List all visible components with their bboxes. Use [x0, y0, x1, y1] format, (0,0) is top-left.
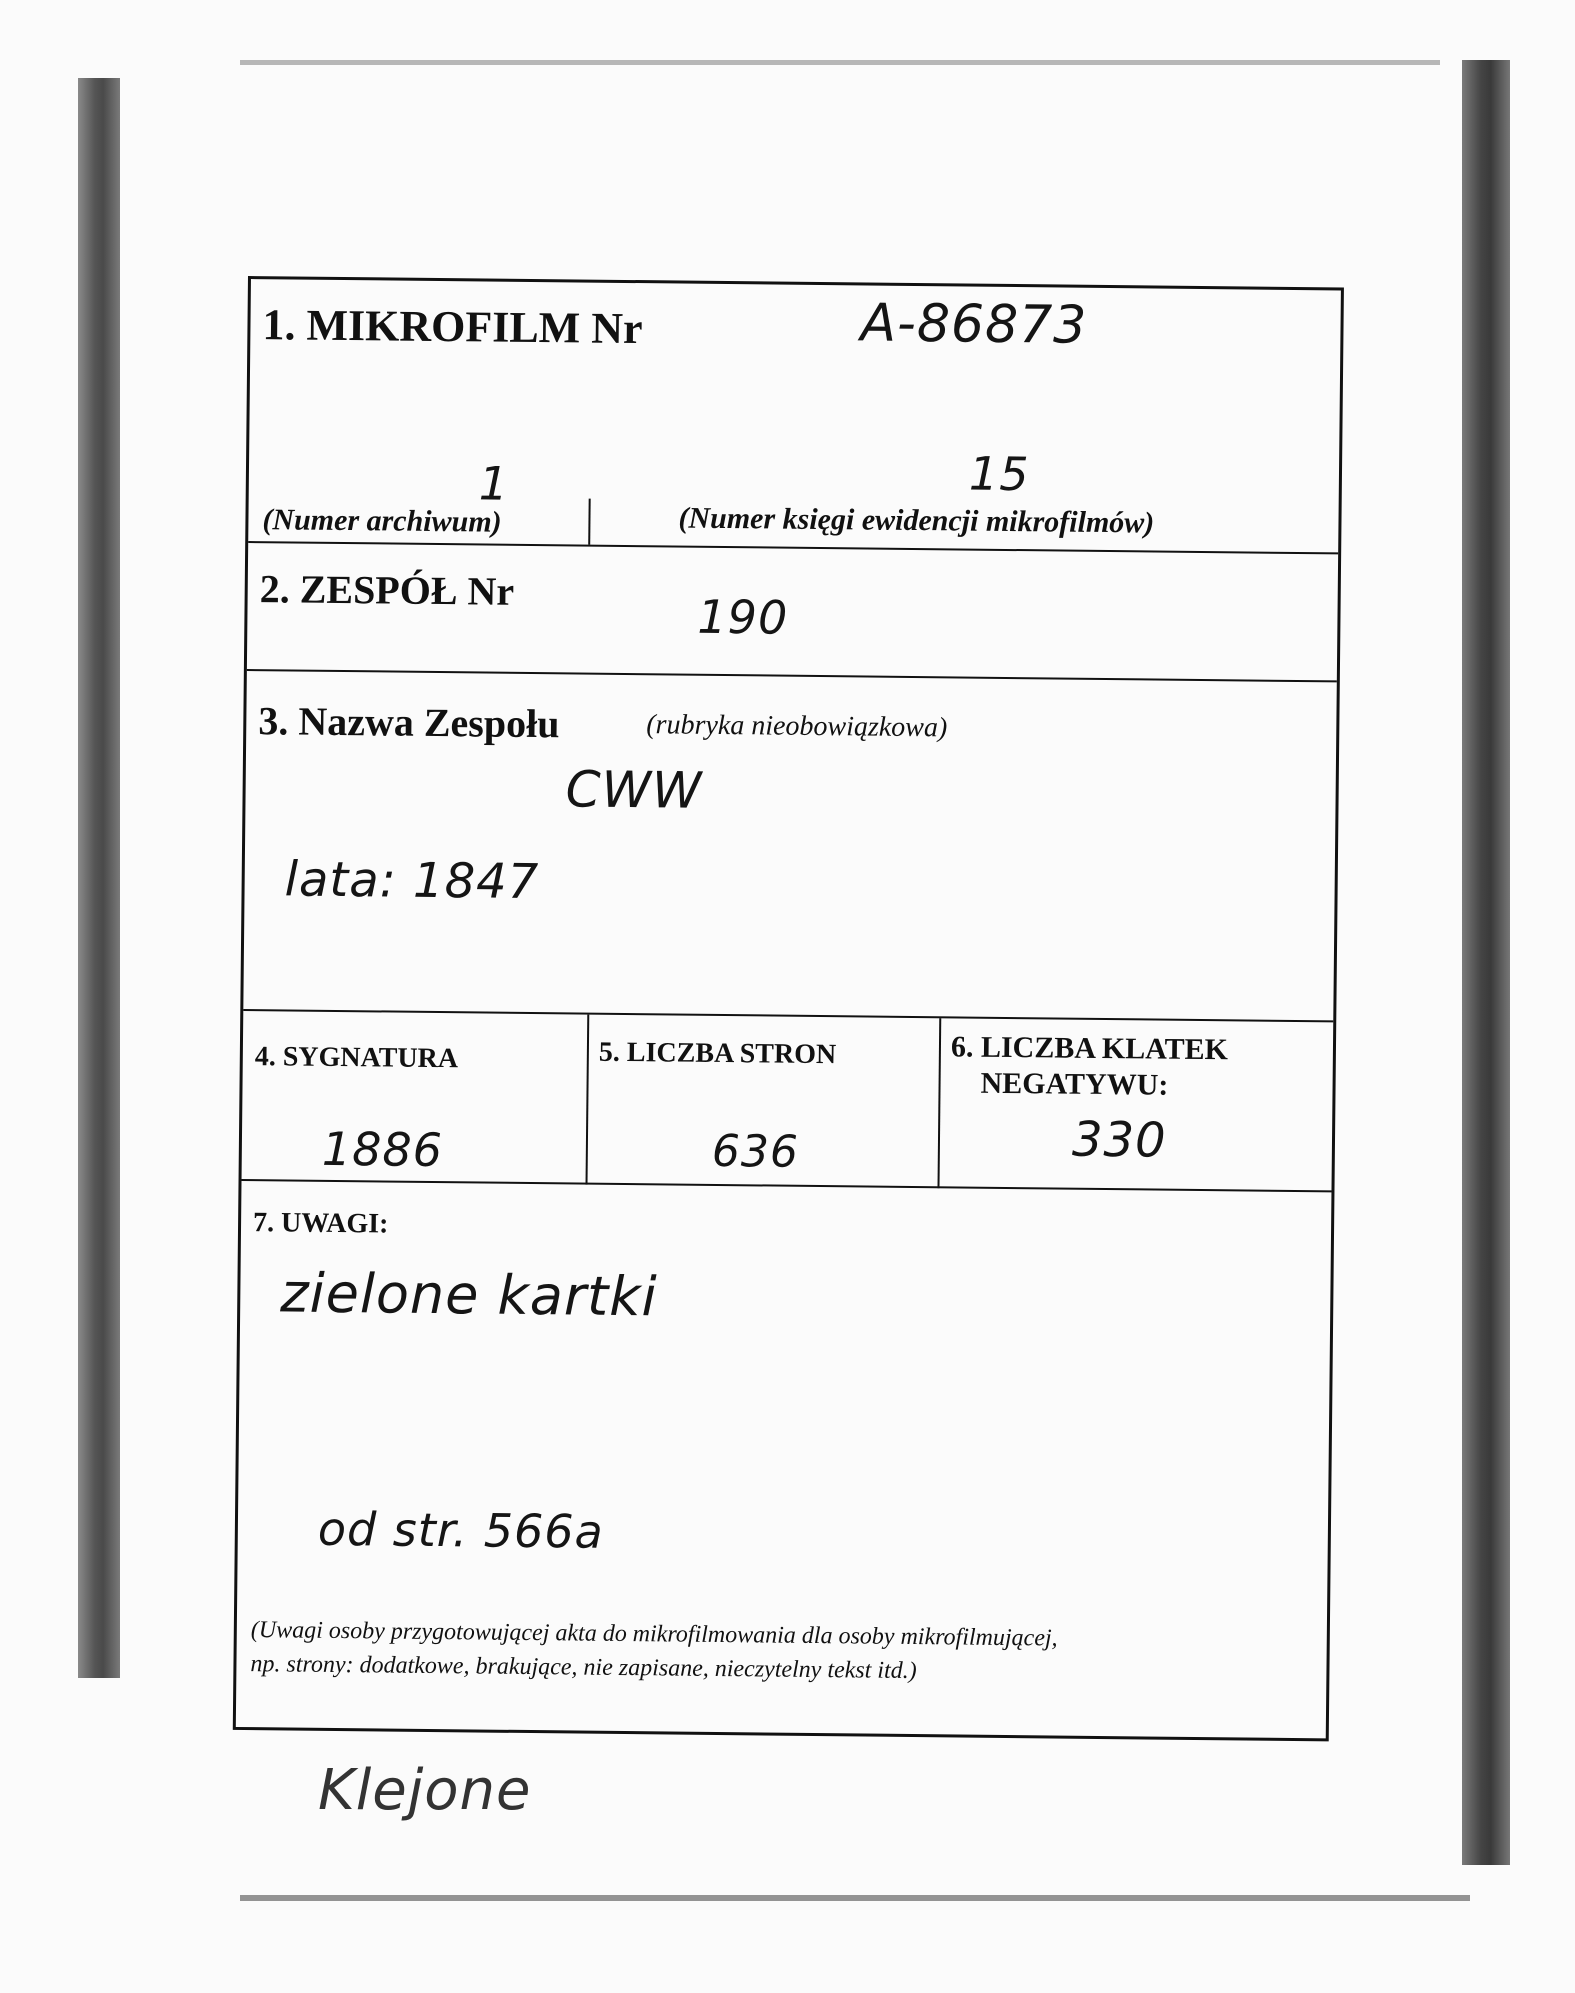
- counts-divider-1: [586, 1015, 590, 1185]
- scan-shadow-right: [1462, 60, 1510, 1865]
- nazwa-label: 3. Nazwa Zespołu: [258, 698, 560, 747]
- negatywu-label: NEGATYWU:: [980, 1066, 1169, 1102]
- nazwa-years: lata: 1847: [284, 851, 540, 911]
- row-nazwa: [243, 671, 1337, 1022]
- scan-shadow-left: [78, 78, 120, 1678]
- liczba-klatek-label: 6. LICZBA KLATEK: [950, 1030, 1229, 1067]
- register-number: 15: [968, 446, 1030, 502]
- microfilm-number: A-86873: [860, 293, 1088, 356]
- below-form-handwriting: Klejone: [318, 1758, 532, 1823]
- row-microfilm: [248, 279, 1341, 554]
- row-uwagi: [236, 1181, 1332, 1744]
- zespol-label: 2. ZESPÓŁ Nr: [259, 566, 515, 614]
- uwagi-note-1: zielone kartki: [280, 1261, 658, 1329]
- sygnatura-value: 1886: [321, 1121, 444, 1178]
- microfilm-label: 1. MIKROFILM Nr: [262, 300, 643, 354]
- zespol-number: 190: [697, 589, 789, 645]
- uwagi-label: 7. UWAGI:: [252, 1207, 389, 1240]
- row-counts: [242, 1011, 1334, 1192]
- microfilm-form: [233, 276, 1344, 1741]
- uwagi-caption-1: (Uwagi osoby przygotowującej akta do mikrofilmowania dla osoby mikrofilmującej,: [250, 1617, 1058, 1652]
- scan-edge-bottom: [240, 1895, 1470, 1901]
- caption-divider: [588, 499, 590, 545]
- uwagi-note-2: od str. 566a: [317, 1501, 605, 1559]
- archive-caption: (Numer archiwum): [262, 503, 502, 539]
- liczba-stron-label: 5. LICZBA STRON: [598, 1036, 837, 1071]
- scan-edge-top: [240, 60, 1440, 65]
- archive-number: 1: [478, 456, 510, 511]
- row-zespol: [247, 543, 1338, 682]
- liczba-stron-value: 636: [711, 1125, 800, 1178]
- nazwa-value: CWW: [565, 760, 703, 820]
- nazwa-note: (rubryka nieobowiązkowa): [646, 709, 948, 744]
- counts-divider-2: [937, 1018, 941, 1188]
- liczba-klatek-value: 330: [1071, 1111, 1167, 1169]
- sygnatura-label: 4. SYGNATURA: [254, 1041, 459, 1075]
- register-caption: (Numer księgi ewidencji mikrofilmów): [678, 501, 1155, 540]
- uwagi-caption-2: np. strony: dodatkowe, brakujące, nie zapisane, nieczytelny tekst itd.): [250, 1651, 917, 1685]
